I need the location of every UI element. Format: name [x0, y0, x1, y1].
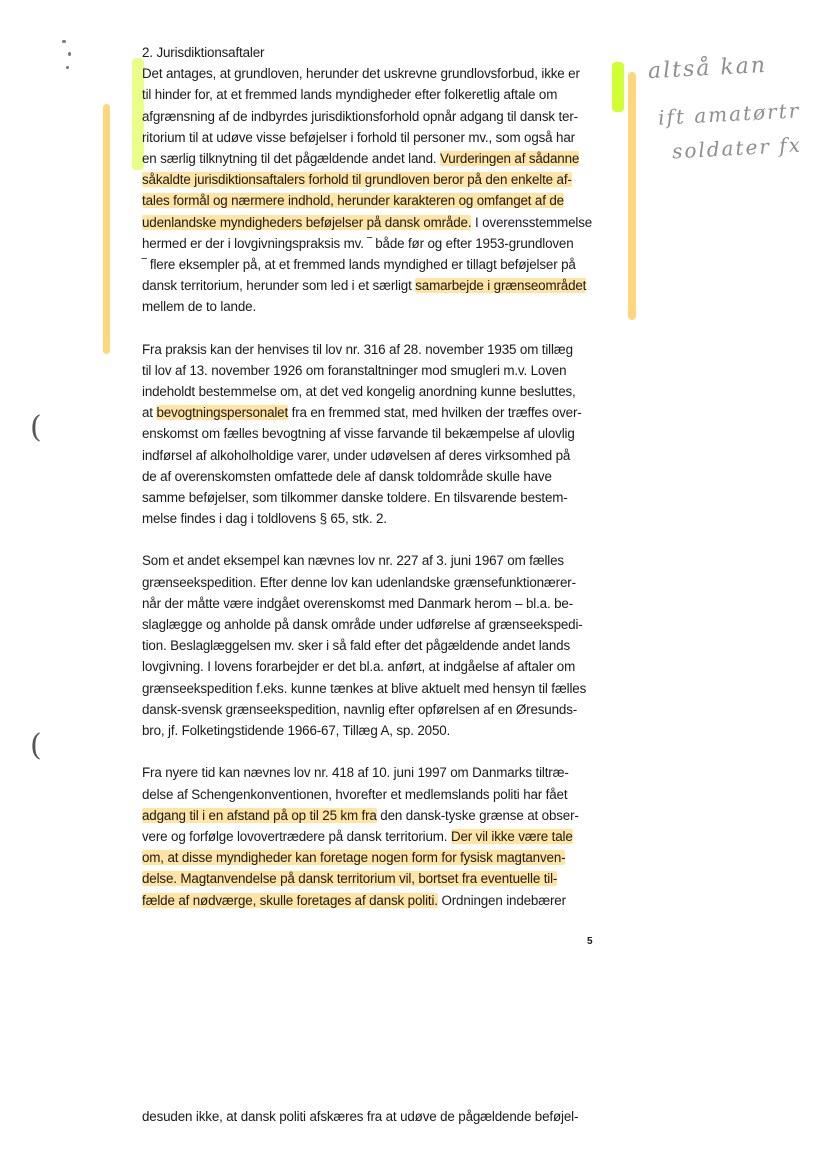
binder-hole-mark: (: [30, 728, 42, 763]
text-line: at bevogtningspersonalet fra en fremmed stat, med hvilken der træffes over-: [142, 405, 582, 421]
highlighted-text: fælde af nødværge, skulle foretages af dansk politi.: [142, 892, 438, 908]
highlighted-text: såkaldte jurisdiktionsaftalers forhold til grundloven beror på den enkelte af-: [142, 172, 572, 188]
highlighted-text: tales formål og nærmere indhold, herunder karakteren og omfanget af de: [142, 193, 564, 209]
text-line: en særlig tilknytning til det pågældende andet land. Vurderingen af sådanne: [142, 151, 580, 167]
highlighted-text: samarbejde i grænseområdet: [415, 278, 587, 294]
highlighted-text: adgang til i en afstand på op til 25 km fra: [142, 807, 377, 823]
text-line: ‾ flere eksempler på, at et fremmed lands myndighed er tillagt beføjelser på: [142, 257, 576, 273]
highlighted-text: delse. Magtanvendelse på dansk territorium vil, bortset fra eventuelle til-: [142, 871, 558, 887]
binder-hole-mark: (: [30, 410, 42, 445]
section-heading: 2. Jurisdiktionsaftaler: [142, 45, 265, 60]
page-number: 5: [587, 936, 593, 947]
paragraph: [142, 339, 620, 530]
text-line: de af overenskomsten omfattede dele af dansk toldområde skulle have: [142, 468, 552, 484]
highlighted-text: Vurderingen af sådanne: [440, 151, 580, 167]
scan-speck: [62, 40, 66, 43]
text-line: til lov af 13. november 1926 om foranstaltninger mod smugleri m.v. Loven: [142, 362, 567, 378]
text-line: lovgivning. I lovens forarbejder er det bl.a. anført, at indgåelse af aftaler om: [142, 659, 576, 675]
text-line: Som et andet eksempel kan nævnes lov nr. 227 af 3. juni 1967 om fælles: [142, 553, 564, 569]
right-margin-marker: [628, 72, 636, 320]
highlighted-text: Der vil ikke være tale: [450, 828, 573, 844]
text-line: fælde af nødværge, skulle foretages af dansk politi. Ordningen indebærer: [142, 892, 566, 908]
left-margin-marker: [103, 104, 110, 354]
text-line: hermed er der i lovgivningspraksis mv. ‾ både før og efter 1953-grundloven: [142, 235, 574, 251]
text-line: vere og forfølge lovovertrædere på dansk territorium. Der vil ikke være tale: [142, 828, 573, 844]
scan-speck: [66, 66, 69, 69]
text-line: dansk-svensk grænseekspedition, navnlig efter opførelsen af en Øresunds-: [142, 701, 578, 717]
text-line: [142, 868, 620, 889]
text-line: dansk territorium, herunder som led i et særligt samarbejde i grænseområdet: [142, 278, 587, 294]
text-line: indførsel af alkoholholdige varer, under udøvelsen af deres virksomhed på: [142, 447, 571, 463]
text-line: Fra nyere tid kan nævnes lov nr. 418 af 10. juni 1997 om Danmarks tiltræ-: [142, 765, 569, 781]
text-line: [142, 847, 620, 868]
text-line: Fra praksis kan der henvises til lov nr. 316 af 28. november 1935 om tillæg: [142, 341, 573, 357]
continued-text-line: desuden ikke, at dansk politi afskæres fra at udøve de pågældende beføjel-: [142, 1109, 579, 1124]
paragraph: [142, 550, 620, 741]
text-line: grænseekspedition f.eks. kunne tænkes at blive aktuelt med hensyn til fælles: [142, 680, 587, 696]
text-line: melse findes i dag i toldlovens § 65, stk. 2.: [142, 511, 387, 527]
handwritten-note-line: altså kan: [647, 52, 768, 85]
text-line: ritorium til at udøve visse beføjelser i forhold til personer mv., som også har: [142, 129, 575, 145]
text-line: når der måtte være indgået overenskomst med Danmark herom – bl.a. be-: [142, 595, 573, 611]
text-line: [142, 169, 620, 190]
highlighted-text: om, at disse myndigheder kan foretage nogen form for fysisk magtanven-: [142, 850, 566, 866]
scan-speck: [68, 52, 71, 56]
highlighted-text: bevogtningspersonalet: [156, 405, 289, 421]
highlighted-text: udenlandske myndigheders beføjelser på dansk område.: [142, 214, 472, 230]
text-line: samme beføjelser, som tilkommer danske toldere. En tilsvarende bestem-: [142, 490, 568, 506]
paragraph: [142, 762, 620, 910]
text-line: grænseekspedition. Efter denne lov kan udenlandske grænsefunktionærer-: [142, 574, 576, 590]
body-text: [142, 42, 620, 911]
handwritten-note-line: soldater fx: [671, 132, 803, 164]
handwritten-note-line: ift amatørtr: [657, 98, 801, 130]
text-line: bro, jf. Folketingstidende 1966-67, Tillæg A, sp. 2050.: [142, 723, 451, 739]
text-line: delse af Schengenkonventionen, hvorefter et medlemslands politi har fået: [142, 786, 568, 802]
text-line: slaglægge og anholde på dansk område under udførelse af grænseekspedi-: [142, 617, 583, 633]
text-line: til hinder for, at et fremmed lands myndigheder efter folkeretlig aftale om: [142, 87, 558, 103]
text-line: [142, 190, 620, 211]
text-line: afgrænsning af de indbyrdes jurisdiktionsforhold opnår adgang til dansk ter-: [142, 108, 578, 124]
text-line: adgang til i en afstand på op til 25 km fra den dansk-tyske grænse at obser-: [142, 807, 579, 823]
text-line: tion. Beslaglæggelsen mv. sker i så fald efter det pågældende andet lands: [142, 638, 570, 654]
text-line: indeholdt bestemmelse om, at det ved kongelig anordning kunne besluttes,: [142, 384, 576, 400]
text-line: Det antages, at grundloven, herunder det uskrevne grundlovsforbud, ikke er: [142, 66, 580, 82]
text-line: mellem de to lande.: [142, 299, 257, 315]
text-line: udenlandske myndigheders beføjelser på dansk område. I overensstemmelse: [142, 214, 593, 230]
paragraph: [142, 63, 620, 317]
text-line: enskomst om fælles bevogtning af visse farvande til bekæmpelse af ulovlig: [142, 426, 575, 442]
